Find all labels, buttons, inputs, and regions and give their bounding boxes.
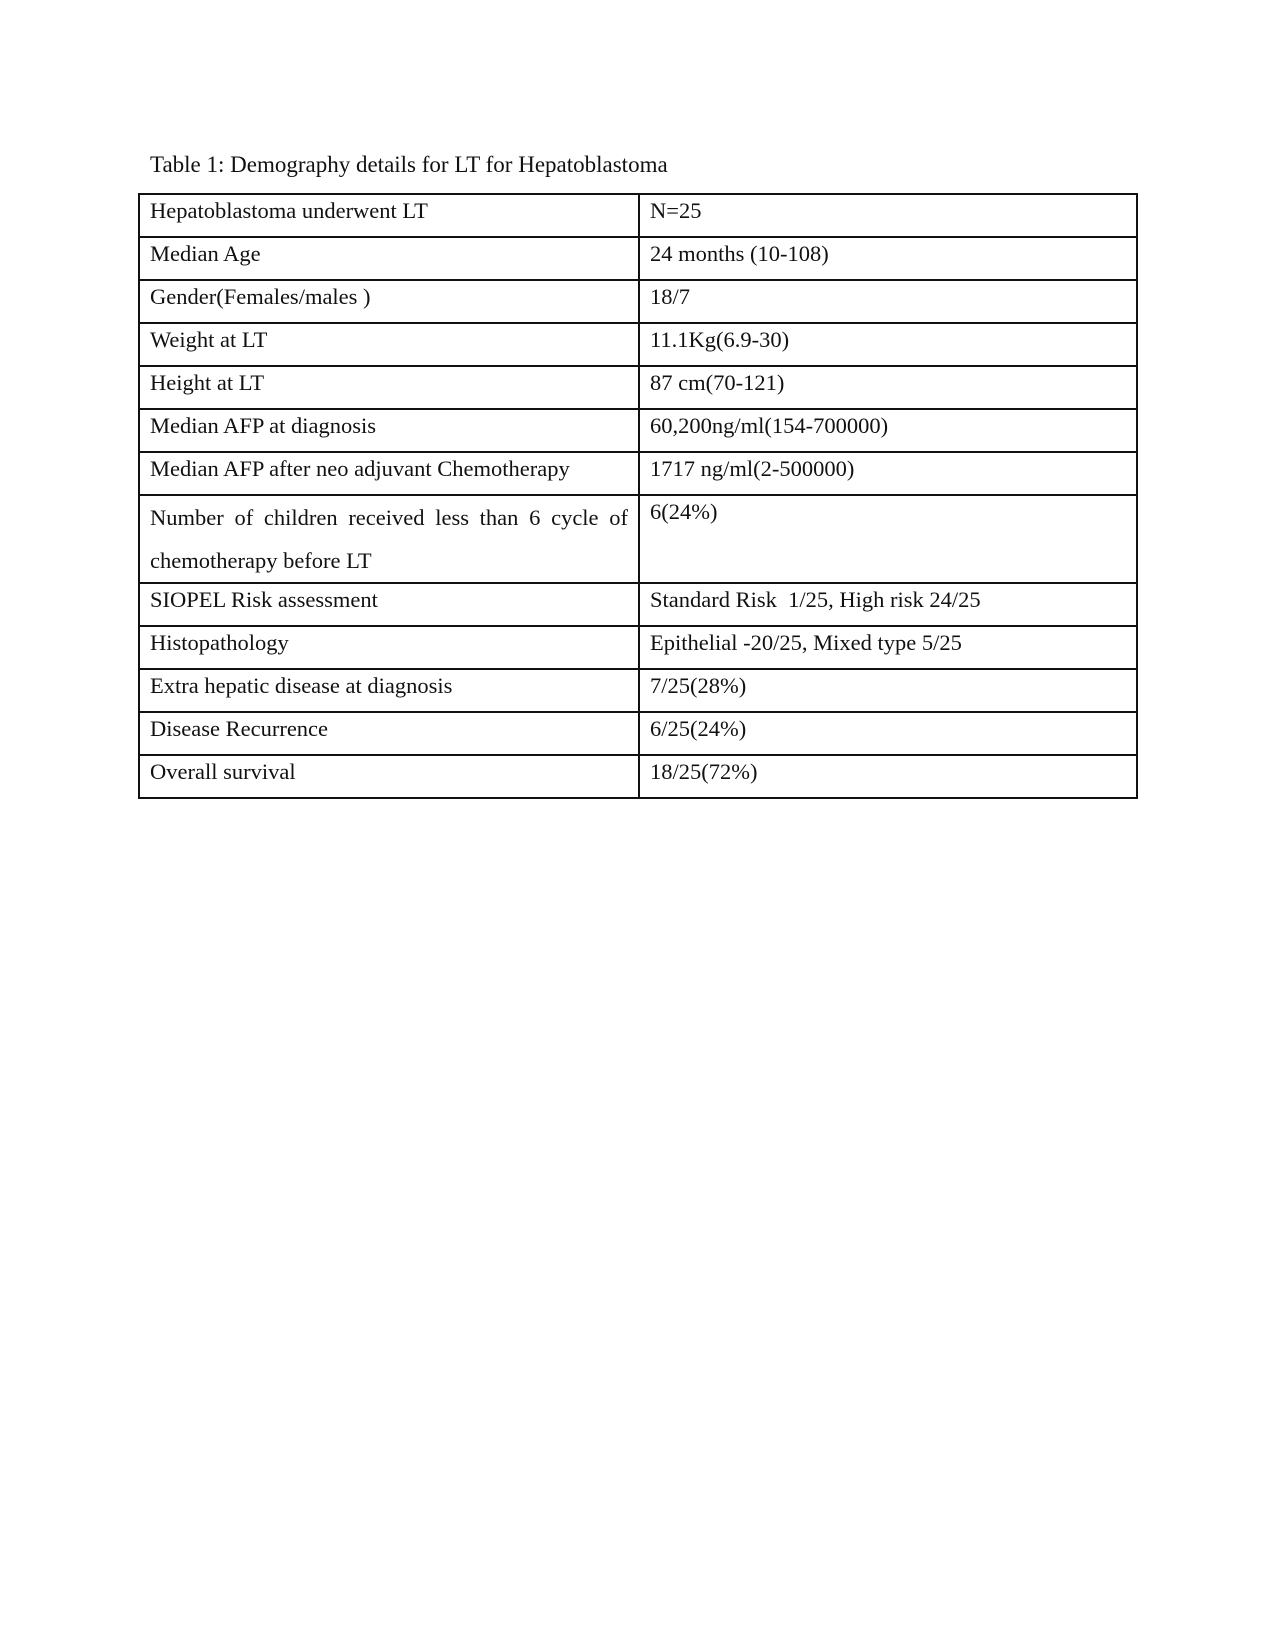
- row-value: 7/25(28%): [639, 669, 1137, 712]
- row-label: Weight at LT: [139, 323, 639, 366]
- row-label: Height at LT: [139, 366, 639, 409]
- row-value: Standard Risk 1/25, High risk 24/25: [639, 583, 1137, 626]
- table-row: [139, 452, 1137, 495]
- row-value: 6(24%): [639, 495, 1137, 583]
- row-label: Number of children received less than 6 cycle of chemotherapy before LT: [139, 495, 639, 583]
- row-value: 24 months (10-108): [639, 237, 1137, 280]
- table-row: [139, 280, 1137, 323]
- table-row: [139, 583, 1137, 626]
- row-label: Gender(Females/males ): [139, 280, 639, 323]
- row-label: Disease Recurrence: [139, 712, 639, 755]
- row-value: 1717 ng/ml(2-500000): [639, 452, 1137, 495]
- row-label: Hepatoblastoma underwent LT: [139, 194, 639, 237]
- table-row: [139, 755, 1137, 798]
- row-value: 60,200ng/ml(154-700000): [639, 409, 1137, 452]
- table-row: [139, 366, 1137, 409]
- row-value: 11.1Kg(6.9-30): [639, 323, 1137, 366]
- row-value: 87 cm(70-121): [639, 366, 1137, 409]
- table-row: [139, 495, 1137, 583]
- table-row: [139, 323, 1137, 366]
- row-label: SIOPEL Risk assessment: [139, 583, 639, 626]
- table-row: [139, 237, 1137, 280]
- demography-table: [138, 193, 1138, 799]
- row-value: 18/7: [639, 280, 1137, 323]
- table-row: [139, 194, 1137, 237]
- row-label: Overall survival: [139, 755, 639, 798]
- row-label: Histopathology: [139, 626, 639, 669]
- table-caption: Table 1: Demography details for LT for Hepatoblastoma: [150, 152, 668, 177]
- row-value: 6/25(24%): [639, 712, 1137, 755]
- row-label: Extra hepatic disease at diagnosis: [139, 669, 639, 712]
- row-label: Median AFP at diagnosis: [139, 409, 639, 452]
- row-label: Median Age: [139, 237, 639, 280]
- table-row: [139, 712, 1137, 755]
- row-value: Epithelial -20/25, Mixed type 5/25: [639, 626, 1137, 669]
- table-row: [139, 669, 1137, 712]
- table-row: [139, 409, 1137, 452]
- table-row: [139, 626, 1137, 669]
- row-value: 18/25(72%): [639, 755, 1137, 798]
- row-value: N=25: [639, 194, 1137, 237]
- row-label: Median AFP after neo adjuvant Chemotherapy: [139, 452, 639, 495]
